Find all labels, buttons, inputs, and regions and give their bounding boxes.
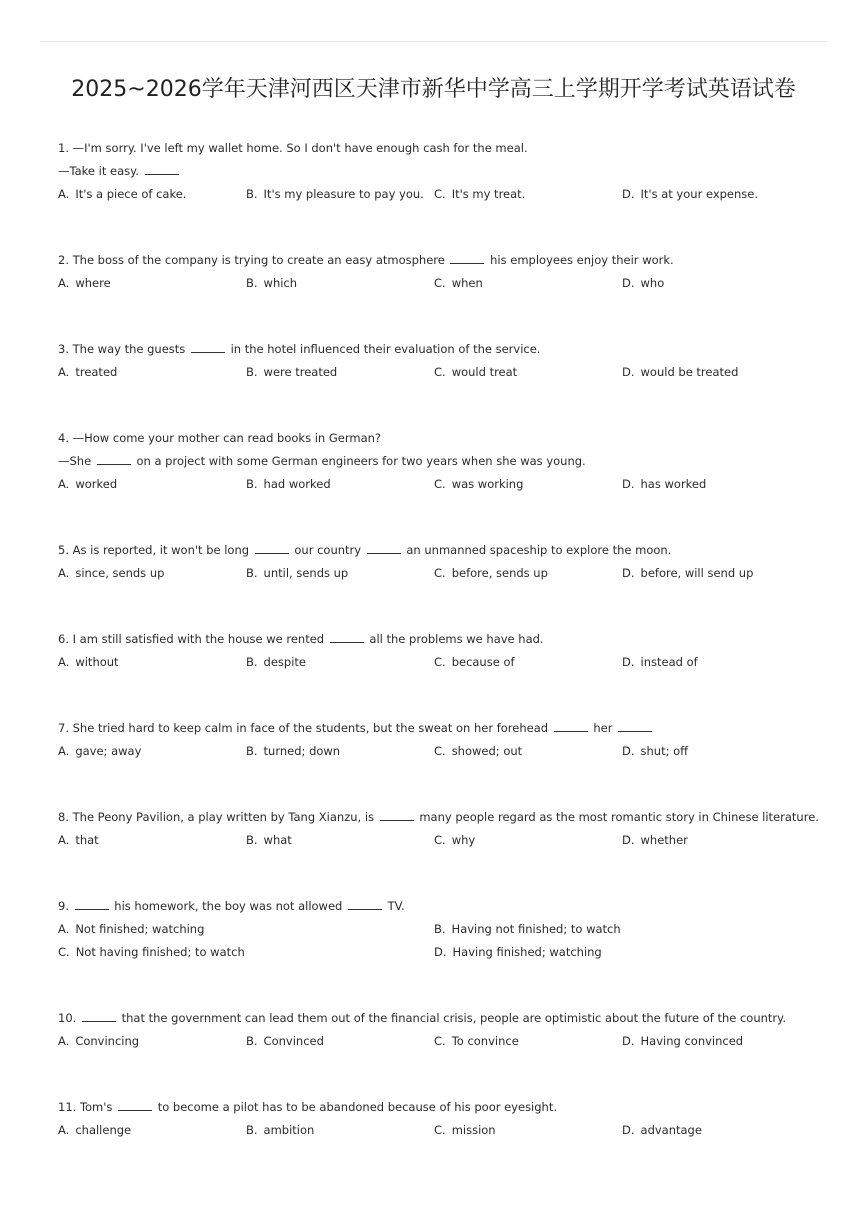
option-text: where <box>75 276 111 290</box>
option-text: has worked <box>640 477 707 491</box>
question-text-line <box>58 895 818 918</box>
answer-option-a <box>58 829 246 852</box>
question-text: 3. The way the guests <box>58 342 189 356</box>
answer-option-a <box>58 1030 246 1053</box>
option-text: would treat <box>451 365 518 379</box>
option-text: before, will send up <box>640 566 754 580</box>
option-letter: A. <box>58 922 70 936</box>
option-letter: B. <box>246 276 258 290</box>
answer-option-a <box>58 272 246 295</box>
answer-option-b <box>246 562 434 585</box>
answer-option-c <box>434 1030 622 1053</box>
answer-option-b <box>246 272 434 295</box>
option-letter: B. <box>246 1123 258 1137</box>
answer-option-d <box>622 272 810 295</box>
question-text-line <box>58 427 818 450</box>
answer-options <box>58 651 818 674</box>
option-letter: B. <box>246 566 258 580</box>
answer-option-c <box>434 183 622 206</box>
question-list <box>58 137 818 1185</box>
answer-option-b <box>246 829 434 852</box>
answer-blank <box>118 1098 152 1111</box>
option-letter: D. <box>622 477 635 491</box>
option-text: It's my pleasure to pay you. <box>263 187 424 201</box>
option-text: despite <box>263 655 306 669</box>
option-text: advantage <box>640 1123 702 1137</box>
question-text-line <box>58 137 818 160</box>
question-11 <box>58 1096 818 1185</box>
option-letter: A. <box>58 566 70 580</box>
option-text: which <box>263 276 298 290</box>
answer-option-b <box>246 1119 434 1142</box>
option-text: showed; out <box>451 744 523 758</box>
option-letter: A. <box>58 187 70 201</box>
option-letter: C. <box>434 477 446 491</box>
option-text: It's a piece of cake. <box>75 187 187 201</box>
option-letter: D. <box>622 1034 635 1048</box>
option-letter: C. <box>434 1123 446 1137</box>
question-5 <box>58 539 818 628</box>
answer-option-a <box>58 183 246 206</box>
option-letter: C. <box>434 566 446 580</box>
question-1 <box>58 137 818 249</box>
option-text: until, sends up <box>263 566 349 580</box>
header-divider <box>40 41 827 42</box>
option-text: would be treated <box>640 365 739 379</box>
question-text-line <box>58 249 818 272</box>
question-text: TV. <box>384 899 405 913</box>
option-text: before, sends up <box>451 566 548 580</box>
option-letter: D. <box>622 566 635 580</box>
answer-option-b <box>246 473 434 496</box>
page-title: 2025~2026学年天津河西区天津市新华中学高三上学期开学考试英语试卷 <box>71 77 796 102</box>
answer-option-b <box>246 183 434 206</box>
option-letter: D. <box>434 945 447 959</box>
question-text: —She <box>58 454 95 468</box>
question-text: —Take it easy. <box>58 164 143 178</box>
answer-option-c <box>58 941 434 964</box>
answer-option-c <box>434 473 622 496</box>
question-text: 6. I am still satisfied with the house we rented <box>58 632 328 646</box>
answer-blank <box>348 897 382 910</box>
answer-options <box>58 473 818 496</box>
option-text: Not having finished; to watch <box>75 945 245 959</box>
answer-options <box>58 1030 818 1053</box>
question-text: our country <box>290 543 365 557</box>
answer-options <box>58 361 818 384</box>
option-letter: A. <box>58 655 70 669</box>
option-letter: D. <box>622 833 635 847</box>
answer-blank <box>191 340 225 353</box>
answer-option-d <box>622 651 810 674</box>
question-text: her <box>589 721 617 735</box>
answer-options <box>58 918 818 964</box>
option-text: Convinced <box>263 1034 324 1048</box>
option-letter: D. <box>622 655 635 669</box>
option-text: what <box>263 833 292 847</box>
answer-option-b <box>246 361 434 384</box>
question-text: many people regard as the most romantic story in Chinese literature. <box>415 810 819 824</box>
option-text: without <box>75 655 119 669</box>
option-text: mission <box>451 1123 496 1137</box>
answer-option-c <box>434 651 622 674</box>
answer-blank <box>367 541 401 554</box>
option-text: that <box>75 833 99 847</box>
option-letter: B. <box>246 744 258 758</box>
option-letter: C. <box>434 655 446 669</box>
question-text: 10. <box>58 1011 80 1025</box>
option-letter: C. <box>434 1034 446 1048</box>
answer-option-a <box>58 361 246 384</box>
option-text: Having finished; watching <box>452 945 602 959</box>
answer-options <box>58 829 818 852</box>
option-letter: B. <box>246 1034 258 1048</box>
option-text: had worked <box>263 477 331 491</box>
answer-blank <box>82 1009 116 1022</box>
answer-options <box>58 562 818 585</box>
option-letter: C. <box>434 744 446 758</box>
question-text: 5. As is reported, it won't be long <box>58 543 253 557</box>
answer-option-b <box>246 1030 434 1053</box>
answer-options <box>58 1119 818 1142</box>
option-text: worked <box>75 477 118 491</box>
option-letter: A. <box>58 276 70 290</box>
question-text: that the government can lead them out of the financial crisis, people are optimistic about the future of the country. <box>117 1011 786 1025</box>
option-text: because of <box>451 655 515 669</box>
answer-options <box>58 272 818 295</box>
question-text: to become a pilot has to be abandoned because of his poor eyesight. <box>154 1100 558 1114</box>
option-letter: D. <box>622 276 635 290</box>
answer-option-a <box>58 1119 246 1142</box>
option-text: instead of <box>640 655 698 669</box>
answer-blank <box>618 719 652 732</box>
question-text: 7. She tried hard to keep calm in face of the students, but the sweat on her forehead <box>58 721 552 735</box>
question-text: all the problems we have had. <box>365 632 544 646</box>
option-letter: D. <box>622 1123 635 1137</box>
answer-option-a <box>58 473 246 496</box>
answer-option-c <box>434 361 622 384</box>
answer-blank <box>450 251 484 264</box>
question-4 <box>58 427 818 539</box>
question-3 <box>58 338 818 427</box>
question-text-line <box>58 1007 818 1030</box>
answer-options <box>58 183 818 206</box>
question-text: 4. —How come your mother can read books in German? <box>58 431 382 445</box>
answer-blank <box>97 452 131 465</box>
option-letter: C. <box>434 187 446 201</box>
answer-option-c <box>434 829 622 852</box>
answer-blank <box>380 808 414 821</box>
option-text: Not finished; watching <box>75 922 205 936</box>
question-text: on a project with some German engineers for two years when she was young. <box>132 454 586 468</box>
option-text: It's my treat. <box>451 187 526 201</box>
answer-blank <box>255 541 289 554</box>
option-text: when <box>451 276 483 290</box>
answer-option-c <box>434 272 622 295</box>
option-letter: B. <box>246 655 258 669</box>
question-text: 11. Tom's <box>58 1100 117 1114</box>
question-text: an unmanned spaceship to explore the moon. <box>402 543 672 557</box>
question-text: 2. The boss of the company is trying to create an easy atmosphere <box>58 253 449 267</box>
question-text: his homework, the boy was not allowed <box>110 899 346 913</box>
answer-blank <box>554 719 588 732</box>
option-letter: B. <box>246 833 258 847</box>
answer-option-c <box>434 562 622 585</box>
answer-option-d <box>434 941 810 964</box>
answer-option-d <box>622 829 810 852</box>
answer-option-a <box>58 740 246 763</box>
question-text-line <box>58 450 818 473</box>
option-letter: C. <box>434 365 446 379</box>
question-text-line <box>58 806 818 829</box>
option-text: To convince <box>451 1034 519 1048</box>
option-letter: B. <box>434 922 446 936</box>
answer-option-d <box>622 1119 810 1142</box>
answer-blank <box>75 897 109 910</box>
option-text: Convincing <box>75 1034 140 1048</box>
question-text: in the hotel influenced their evaluation of the service. <box>226 342 541 356</box>
option-letter: A. <box>58 833 70 847</box>
question-text: his employees enjoy their work. <box>486 253 674 267</box>
question-6 <box>58 628 818 717</box>
question-text: 8. The Peony Pavilion, a play written by Tang Xianzu, is <box>58 810 378 824</box>
option-letter: A. <box>58 1034 70 1048</box>
question-text-line <box>58 338 818 361</box>
option-letter: B. <box>246 477 258 491</box>
option-text: gave; away <box>75 744 142 758</box>
question-text: 9. <box>58 899 73 913</box>
option-text: why <box>451 833 476 847</box>
answer-option-a <box>58 651 246 674</box>
option-text: who <box>640 276 665 290</box>
option-letter: C. <box>58 945 70 959</box>
answer-option-b <box>434 918 810 941</box>
question-9 <box>58 895 818 1007</box>
answer-option-c <box>434 1119 622 1142</box>
option-letter: B. <box>246 187 258 201</box>
option-letter: C. <box>434 276 446 290</box>
answer-option-c <box>434 740 622 763</box>
option-letter: D. <box>622 365 635 379</box>
option-text: shut; off <box>640 744 689 758</box>
question-2 <box>58 249 818 338</box>
question-7 <box>58 717 818 806</box>
answer-option-d <box>622 562 810 585</box>
answer-option-d <box>622 740 810 763</box>
answer-option-d <box>622 183 810 206</box>
answer-option-b <box>246 740 434 763</box>
answer-option-b <box>246 651 434 674</box>
option-text: since, sends up <box>75 566 165 580</box>
option-text: whether <box>640 833 688 847</box>
option-text: turned; down <box>263 744 341 758</box>
option-letter: A. <box>58 744 70 758</box>
option-text: were treated <box>263 365 338 379</box>
answer-options <box>58 740 818 763</box>
option-letter: A. <box>58 477 70 491</box>
option-letter: B. <box>246 365 258 379</box>
answer-blank <box>145 162 179 175</box>
question-10 <box>58 1007 818 1096</box>
question-text-line <box>58 1096 818 1119</box>
question-text: 1. —I'm sorry. I've left my wallet home. So I don't have enough cash for the meal. <box>58 141 528 155</box>
option-text: Having convinced <box>640 1034 744 1048</box>
answer-option-d <box>622 473 810 496</box>
question-8 <box>58 806 818 895</box>
option-text: ambition <box>263 1123 315 1137</box>
option-letter: A. <box>58 1123 70 1137</box>
option-letter: D. <box>622 187 635 201</box>
answer-option-a <box>58 918 434 941</box>
answer-blank <box>330 630 364 643</box>
option-text: was working <box>451 477 524 491</box>
question-text-line <box>58 539 818 562</box>
option-letter: C. <box>434 833 446 847</box>
answer-option-d <box>622 1030 810 1053</box>
option-text: It's at your expense. <box>640 187 759 201</box>
option-text: Having not finished; to watch <box>451 922 621 936</box>
question-text-line <box>58 160 818 183</box>
question-text-line <box>58 628 818 651</box>
option-letter: A. <box>58 365 70 379</box>
option-letter: D. <box>622 744 635 758</box>
answer-option-d <box>622 361 810 384</box>
answer-option-a <box>58 562 246 585</box>
question-text-line <box>58 717 818 740</box>
option-text: challenge <box>75 1123 132 1137</box>
option-text: treated <box>75 365 118 379</box>
